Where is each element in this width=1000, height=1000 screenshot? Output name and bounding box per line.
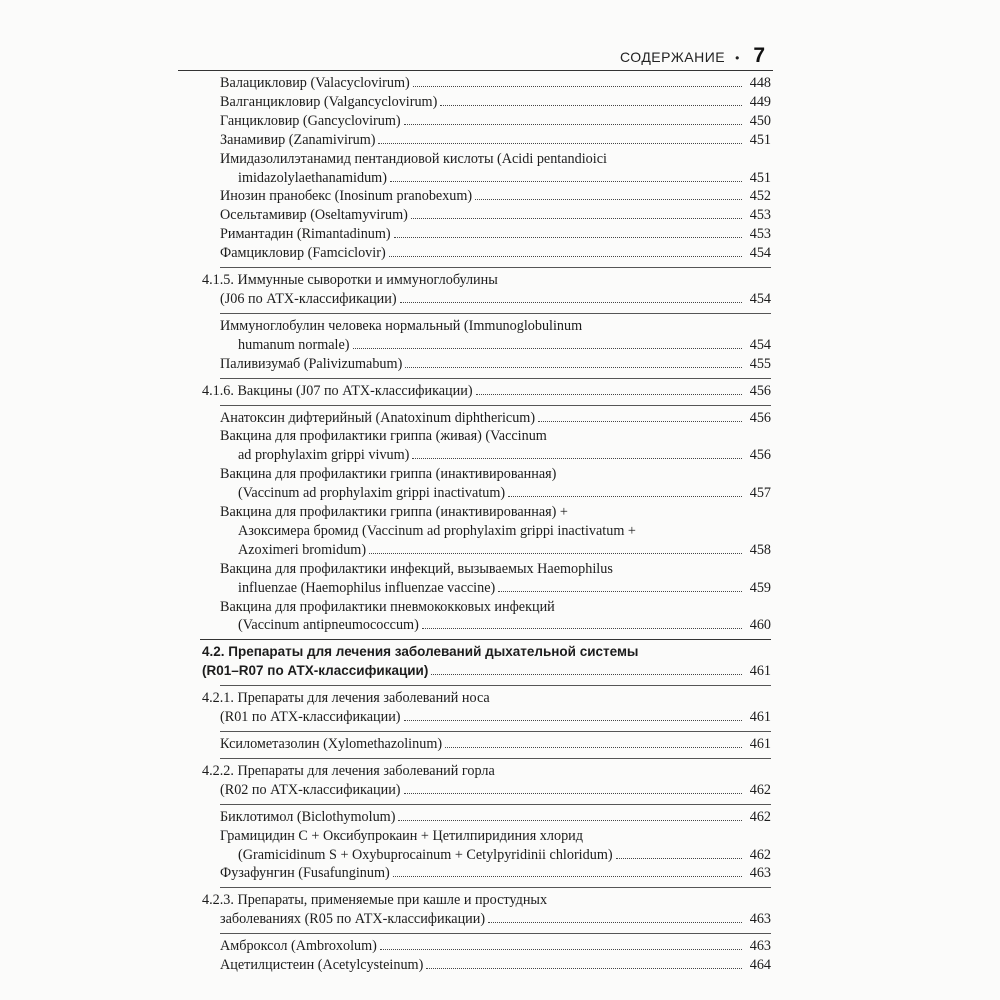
dot-leader — [508, 496, 742, 497]
entry-page: 454 — [749, 245, 771, 262]
dot-leader — [369, 553, 742, 554]
toc-section-4-1-6[interactable] — [202, 382, 771, 401]
toc-entry-acetylcysteine[interactable] — [220, 956, 771, 975]
dot-leader — [378, 143, 742, 144]
entry-text-cont: Azoximeri bromidum) — [238, 541, 367, 558]
toc-entry-zanamivir[interactable] — [220, 131, 771, 150]
entry-page: 461 — [749, 709, 771, 726]
bullet-icon: • — [735, 51, 740, 65]
entry-text: Вакцина для профилактики пневмококковых инфекций — [220, 598, 555, 615]
entry-page: 453 — [749, 226, 771, 243]
dot-leader — [445, 747, 742, 748]
dot-leader — [404, 124, 742, 125]
entry-text-cont: (R01–R07 по АТХ-классификации) — [202, 663, 429, 679]
toc-section-4-2-1[interactable] — [202, 689, 771, 727]
entry-page: 456 — [749, 409, 771, 426]
toc-entry-flu-vaccine-live[interactable] — [220, 427, 771, 465]
dot-leader — [412, 458, 742, 459]
toc-section-4-1-5[interactable] — [202, 271, 771, 309]
dot-leader — [405, 367, 742, 368]
section-divider — [220, 804, 771, 805]
dot-leader — [404, 720, 742, 721]
toc-entry-diphtheria-toxoid[interactable] — [220, 409, 771, 428]
entry-text: Имидазолилэтанамид пентандиовой кислоты (Acidi pentandioici — [220, 150, 607, 167]
toc-section-4-2[interactable] — [202, 643, 771, 681]
header-rule — [178, 70, 773, 71]
entry-page: 455 — [749, 355, 771, 372]
entry-text: 4.2.2. Препараты для лечения заболеваний горла — [202, 762, 495, 779]
entry-text-cont: (J06 по АТХ-классификации) — [220, 290, 397, 307]
entry-page: 451 — [749, 169, 771, 186]
entry-page: 452 — [749, 188, 771, 205]
toc-entry-flu-vaccine-inactivated[interactable] — [220, 465, 771, 503]
entry-page: 448 — [749, 75, 771, 91]
toc-entry-hib-vaccine[interactable] — [220, 560, 771, 598]
entry-text: Занамивир (Zanamivirum) — [220, 131, 376, 148]
dot-leader — [393, 876, 742, 877]
entry-text-cont: imidazolylaethanamidum) — [238, 169, 387, 186]
entry-text: 4.2.1. Препараты для лечения заболеваний носа — [202, 690, 490, 707]
entry-page: 461 — [749, 663, 771, 680]
entry-text-cont: (R02 по АТХ-классификации) — [220, 781, 401, 798]
dot-leader — [538, 421, 742, 422]
toc-entry-palivizumab[interactable] — [220, 355, 771, 374]
entry-text: Инозин пранобекс (Inosinum pranobexum) — [220, 188, 473, 205]
page-number: 7 — [753, 44, 765, 67]
entry-page: 449 — [749, 93, 771, 110]
entry-text: 4.2.3. Препараты, применяемые при кашле и простудных — [202, 892, 548, 909]
section-divider — [220, 267, 771, 268]
dot-leader — [488, 922, 742, 923]
dot-leader — [426, 968, 742, 969]
entry-text-cont: influenzae (Haemophilus influenzae vaccine) — [238, 579, 496, 596]
entry-page: 458 — [749, 541, 771, 558]
entry-page: 464 — [749, 957, 771, 974]
entry-page: 456 — [749, 382, 771, 399]
section-divider — [220, 731, 771, 732]
entry-text-cont: Азоксимера бромид (Vaccinum ad prophylaxim grippi inactivatum + — [238, 522, 636, 539]
entry-text-cont: (Gramicidinum S + Oxybuprocainum + Cetylpyridinii chloridum) — [238, 846, 613, 863]
entry-text: Римантадин (Rimantadinum) — [220, 226, 391, 243]
toc-entry-famciclovir[interactable] — [220, 244, 771, 263]
toc-section-4-2-3[interactable] — [202, 891, 771, 929]
entry-text: Фамцикловир (Famciclovir) — [220, 245, 386, 262]
toc-entry-flu-vaccine-azoximer[interactable] — [220, 503, 771, 560]
entry-text: 4.1.6. Вакцины (J07 по АТХ-классификации) — [202, 382, 473, 399]
entry-text: 4.1.5. Иммунные сыворотки и иммуноглобулины — [202, 272, 498, 289]
entry-page: 462 — [749, 808, 771, 825]
entry-page: 453 — [749, 207, 771, 224]
entry-text: Ксилометазолин (Xylomethazolinum) — [220, 736, 443, 752]
entry-text: Грамицидин С + Оксибупрокаин + Цетилпиридиния хлорид — [220, 827, 583, 844]
entry-text-cont: (Vaccinum antipneumococcum) — [238, 617, 419, 634]
toc-entry-rimantadine[interactable] — [220, 225, 771, 244]
toc-entry-valgancyclovir[interactable] — [220, 93, 771, 112]
dot-leader — [475, 199, 742, 200]
dot-leader — [413, 86, 742, 87]
entry-text: Паливизумаб (Palivizumabum) — [220, 355, 403, 372]
entry-text: 4.2. Препараты для лечения заболеваний дыхательной системы — [202, 644, 639, 660]
toc-entry-biclotymol[interactable] — [220, 808, 771, 827]
entry-page: 450 — [749, 112, 771, 129]
entry-page: 463 — [749, 938, 771, 955]
entry-text-cont: заболеваниях (R05 по АТХ-классификации) — [220, 911, 486, 928]
entry-page: 463 — [749, 911, 771, 928]
section-divider — [220, 933, 771, 934]
entry-text-cont: humanum normale) — [238, 336, 350, 353]
entry-text: Вакцина для профилактики инфекций, вызываемых Haemophilus — [220, 560, 613, 577]
entry-text: Вакцина для профилактики гриппа (живая) (Vaccinum — [220, 428, 547, 445]
running-header — [620, 44, 765, 68]
dot-leader — [498, 591, 742, 592]
entry-text: Фузафунгин (Fusafunginum) — [220, 865, 390, 882]
entry-text: Ацетилцистеин (Acetylcysteinum) — [220, 957, 424, 974]
dot-leader — [404, 793, 742, 794]
dot-leader — [400, 302, 742, 303]
entry-page: 454 — [749, 336, 771, 353]
toc-entry-inosine-pranobex[interactable] — [220, 187, 771, 206]
dot-leader — [398, 820, 742, 821]
table-of-contents — [196, 74, 771, 975]
dot-leader — [476, 394, 742, 395]
entry-page: 460 — [749, 617, 771, 634]
toc-entry-gancyclovir[interactable] — [220, 112, 771, 131]
entry-text: Вакцина для профилактики гриппа (инактивированная) — [220, 466, 557, 483]
entry-text-cont: (R01 по АТХ-классификации) — [220, 709, 401, 726]
section-divider — [220, 758, 771, 759]
entry-text: Биклотимол (Biclothymolum) — [220, 808, 396, 825]
entry-text: Анатоксин дифтерийный (Anatoxinum diphthericum) — [220, 409, 536, 426]
toc-entry-pneumococcal-vaccine[interactable] — [220, 598, 771, 636]
entry-page: 454 — [749, 290, 771, 307]
entry-page: 461 — [749, 736, 771, 752]
dot-leader — [440, 105, 742, 106]
entry-text: Амброксол (Ambroxolum) — [220, 938, 377, 955]
toc-entry-fusafungine[interactable] — [220, 864, 771, 883]
dot-leader — [422, 628, 742, 629]
entry-text-cont: (Vaccinum ad prophylaxim grippi inactivatum) — [238, 485, 506, 502]
chapter-divider — [200, 639, 771, 640]
dot-leader — [411, 218, 742, 219]
toc-entry-oseltamivir[interactable] — [220, 206, 771, 225]
dot-leader — [390, 181, 742, 182]
entry-page: 451 — [749, 131, 771, 148]
entry-page: 462 — [749, 846, 771, 863]
dot-leader — [353, 348, 743, 349]
header-title: СОДЕРЖАНИЕ — [619, 49, 726, 65]
section-divider — [220, 685, 771, 686]
toc-entry-gramicidin[interactable] — [220, 827, 771, 865]
entry-text: Иммуноглобулин человека нормальный (Immunoglobulinum — [220, 317, 583, 334]
entry-page: 456 — [749, 447, 771, 464]
entry-text: Валганцикловир (Valgancyclovirum) — [220, 93, 438, 110]
dot-leader — [394, 237, 742, 238]
section-divider — [220, 405, 771, 406]
toc-entry-ambroxol[interactable] — [220, 937, 771, 956]
section-divider — [220, 378, 771, 379]
section-divider — [220, 313, 771, 314]
toc-entry-immunoglobulin[interactable] — [220, 317, 771, 355]
entry-text: Осельтамивир (Oseltamyvirum) — [220, 207, 408, 224]
toc-entry-valacyclovir[interactable] — [220, 74, 771, 93]
entry-page: 462 — [749, 781, 771, 798]
toc-entry-xylometazoline[interactable] — [220, 735, 771, 754]
dot-leader — [616, 858, 742, 859]
entry-page: 459 — [749, 579, 771, 596]
entry-text: Валацикловир (Valacyclovirum) — [220, 75, 410, 91]
entry-text: Вакцина для профилактики гриппа (инактивированная) + — [220, 504, 568, 521]
entry-page: 463 — [749, 865, 771, 882]
entry-page: 457 — [749, 485, 771, 502]
dot-leader — [431, 674, 742, 675]
dot-leader — [380, 949, 742, 950]
dot-leader — [389, 256, 742, 257]
entry-text-cont: ad prophylaxim grippi vivum) — [238, 447, 410, 464]
entry-text: Ганцикловир (Gancyclovirum) — [220, 112, 401, 129]
toc-section-4-2-2[interactable] — [202, 762, 771, 800]
section-divider — [220, 887, 771, 888]
toc-entry-imidazolylethanamide[interactable] — [220, 150, 771, 188]
